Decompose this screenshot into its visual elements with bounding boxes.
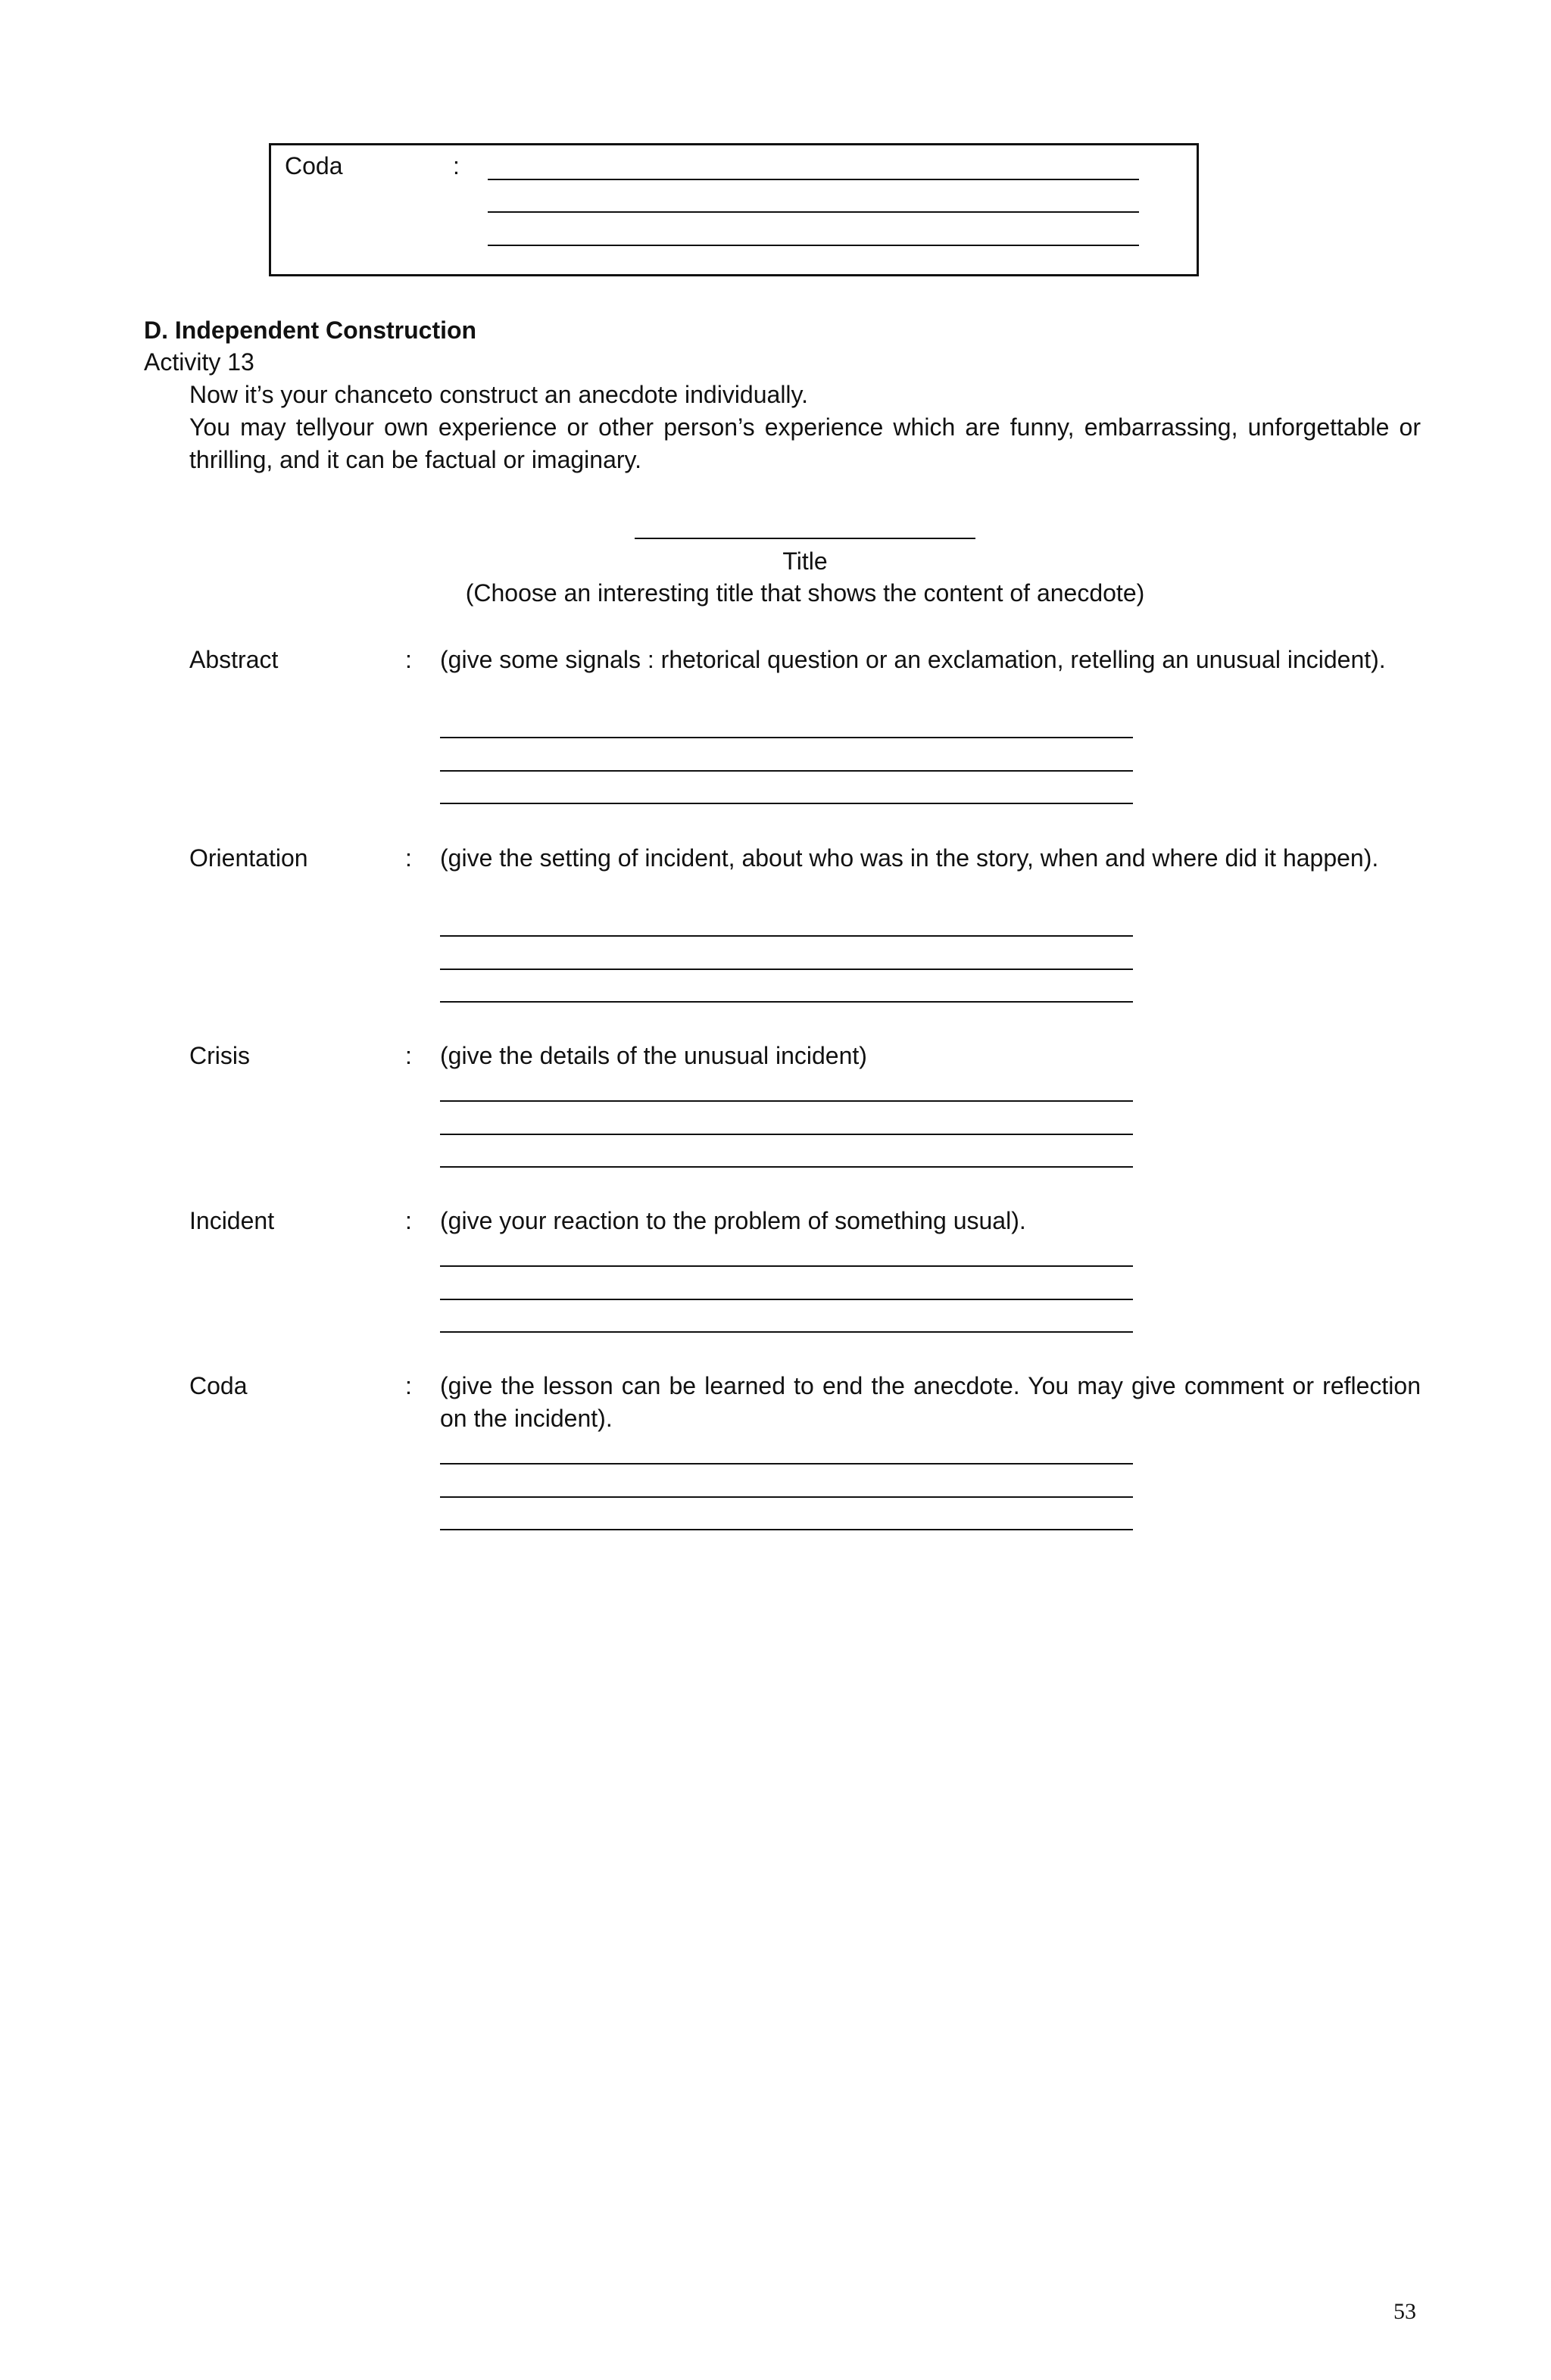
coda-box-line-1[interactable] bbox=[488, 179, 1139, 180]
incident-line-3[interactable] bbox=[440, 1331, 1133, 1333]
intro-line-1: Now it’s your chanceto construct an anecdote individually. bbox=[189, 381, 809, 408]
incident-description: (give your reaction to the problem of something usual). bbox=[440, 1207, 1026, 1234]
abstract-line-1[interactable] bbox=[440, 737, 1133, 738]
title-write-line[interactable] bbox=[635, 538, 975, 539]
activity-label: Activity 13 bbox=[144, 348, 254, 376]
crisis-colon: : bbox=[405, 1042, 412, 1069]
orientation-line-3[interactable] bbox=[440, 1001, 1133, 1003]
abstract-label: Abstract bbox=[189, 646, 279, 673]
crisis-label: Crisis bbox=[189, 1042, 250, 1069]
incident-colon: : bbox=[405, 1207, 412, 1234]
abstract-line-3[interactable] bbox=[440, 803, 1133, 804]
coda-line-1[interactable] bbox=[440, 1463, 1133, 1464]
coda-description: (give the lesson can be learned to end the anecdote. You may give comment or reflection on the incident). bbox=[440, 1372, 1421, 1433]
coda-box-line-3[interactable] bbox=[488, 245, 1139, 246]
coda-box bbox=[269, 143, 1199, 276]
orientation-line-1[interactable] bbox=[440, 935, 1133, 937]
coda-line-2[interactable] bbox=[440, 1496, 1133, 1498]
intro-paragraph-2: You may tellyour own experience or other person’s experience which are funny, embarrassing, unforgettable or thrilling, and it can be factual or imaginary. bbox=[189, 413, 1421, 474]
abstract-line-2[interactable] bbox=[440, 770, 1133, 772]
crisis-line-2[interactable] bbox=[440, 1134, 1133, 1135]
coda-colon: : bbox=[405, 1372, 412, 1399]
incident-line-2[interactable] bbox=[440, 1299, 1133, 1300]
section-heading: D. Independent Construction bbox=[144, 317, 477, 344]
orientation-colon: : bbox=[405, 844, 412, 872]
title-hint: (Choose an interesting title that shows the content of anecdote) bbox=[465, 579, 1145, 607]
incident-label: Incident bbox=[189, 1207, 275, 1234]
orientation-line-2[interactable] bbox=[440, 969, 1133, 970]
abstract-colon: : bbox=[405, 646, 412, 673]
orientation-description: (give the setting of incident, about who was in the story, when and where did it happen). bbox=[440, 844, 1379, 872]
title-label: Title bbox=[782, 547, 828, 575]
abstract-description: (give some signals : rhetorical question or an exclamation, retelling an unusual incident). bbox=[440, 646, 1386, 673]
crisis-description: (give the details of the unusual incident) bbox=[440, 1042, 867, 1069]
coda-box-colon: : bbox=[453, 152, 460, 179]
incident-line-1[interactable] bbox=[440, 1265, 1133, 1267]
crisis-line-1[interactable] bbox=[440, 1100, 1133, 1102]
coda-box-line-2[interactable] bbox=[488, 211, 1139, 213]
orientation-label: Orientation bbox=[189, 844, 308, 872]
crisis-line-3[interactable] bbox=[440, 1166, 1133, 1168]
page-number: 53 bbox=[1393, 2299, 1416, 2324]
coda-box-label: Coda bbox=[285, 152, 343, 179]
coda-label: Coda bbox=[189, 1372, 248, 1399]
coda-line-3[interactable] bbox=[440, 1529, 1133, 1530]
